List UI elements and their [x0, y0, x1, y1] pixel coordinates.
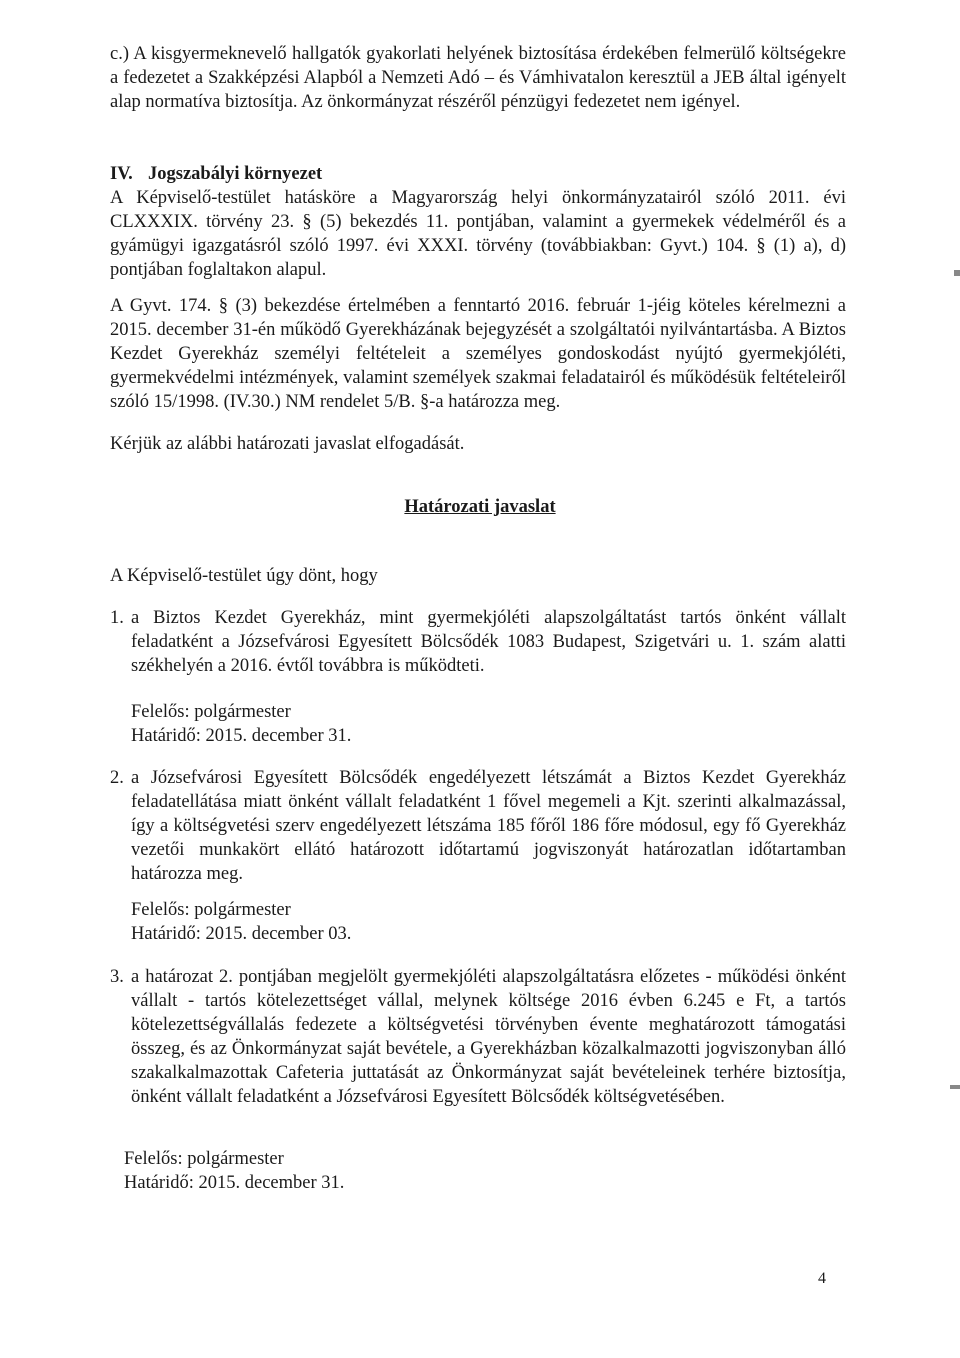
- resolution-item-2: [110, 766, 846, 886]
- item-number: 3.: [110, 967, 124, 987]
- request-sentence: Kérjük az alábbi határozati javaslat elfogadását.: [110, 434, 465, 454]
- resolution-item-3: [110, 965, 846, 1109]
- item-number: 1.: [110, 608, 124, 628]
- item-3-responsible: Felelős: polgármester: [124, 1149, 284, 1169]
- resolution-item-1: [110, 606, 846, 678]
- item-text: a Józsefvárosi Egyesített Bölcsődék engedélyezett létszámát a Biztos Kezdet Gyerekház feladatellátása miatt önként vállalt feladatként 1 fővel megemeli a Kjt. szerinti alkalmazással, így a költségvetési szerv engedélyezett létszáma 185 főről 186 főre módosul, egy fő Gyerekház vezetői munkakört ellátó határozott időtartamú jogviszonyát határozatlan időtartamban határozza meg.: [131, 768, 846, 884]
- item-1-deadline: Határidő: 2015. december 31.: [131, 726, 352, 746]
- item-3-deadline: Határidő: 2015. december 31.: [124, 1173, 345, 1193]
- scan-edge-mark: [950, 1085, 960, 1089]
- item-text: a határozat 2. pontjában megjelölt gyermekjóléti alapszolgáltatásra előzetes - működési önként vállalt - tartós kötelezettséget vállal, melynek költsége 2016 évben 6.245 e Ft, a tartós kötelezettségvállalás fedezete a költségvetési törvényben évente meghatározott támogatási összeg, és az Önkormányzat saját bevétele, a Gyerekházban közalkalmazotti jogviszonyban álló szakalkalmazottak Cafeteria juttatását az Önkormányzat saját bevételeinek terhére biztosítja, önként vállalt feladatként a Józsefvárosi Egyesített Bölcsődék költségvetésében.: [131, 967, 846, 1107]
- gyvt-paragraph: A Gyvt. 174. § (3) bekezdése értelmében a fenntartó 2016. február 1-jéig köteles kérelmezni a 2015. december 31-én működő Gyerekházának bejegyzését a szolgáltatói nyilvántartásba. A Biztos Kezdet Gyerekház személyi feltételeit a személyes gondoskodást nyújtó gyermekjóléti, gyermekvédelmi intézmények, valamint személyek szakmai feladatairól és működésük feltételeiről szóló 15/1998. (IV.30.) NM rendelet 5/B. §-a határozza meg.: [110, 296, 846, 412]
- section-iv-paragraph: A Képviselő-testület hatásköre a Magyarország helyi önkormányzatairól szóló 2011. évi CLXXXIX. törvény 23. § (5) bekezdés 11. pontjában, valamint a gyermekek védelméről és a gyámügyi igazgatásról szóló 1997. évi XXXI. törvény (továbbiakban: Gyvt.) 104. § (1) a), d) pontjában foglaltakon alapul.: [110, 188, 846, 280]
- item-2-responsible: Felelős: polgármester: [131, 900, 291, 920]
- item-2-deadline: Határidő: 2015. december 03.: [131, 924, 352, 944]
- scan-edge-mark: [954, 270, 960, 276]
- resolution-title: Határozati javaslat: [404, 497, 556, 517]
- section-iv-title: Jogszabályi környezet: [148, 164, 323, 184]
- section-iv-number: IV.: [110, 164, 133, 184]
- item-number: 2.: [110, 768, 124, 788]
- item-1-responsible: Felelős: polgármester: [131, 702, 291, 722]
- resolution-intro: A Képviselő-testület úgy dönt, hogy: [110, 566, 378, 586]
- page-number: 4: [818, 1270, 826, 1287]
- section-c-paragraph: c.) A kisgyermeknevelő hallgatók gyakorlati helyének biztosítása érdekében felmerülő költségekre a fedezetet a Szakképzési Alapból a Nemzeti Adó – és Vámhivatalon keresztül a JEB által igényelt alap normatíva biztosítja. Az önkormányzat részéről pénzügyi fedezetet nem igényel.: [110, 44, 846, 112]
- item-text: a Biztos Kezdet Gyerekház, mint gyermekjóléti alapszolgáltatást tartós önként vállalt feladatként a Józsefvárosi Egyesített Bölcsődék 1083 Budapest, Szigetvári u. 1. szám alatti székhelyén a 2016. évtől továbbra is működteti.: [131, 608, 846, 676]
